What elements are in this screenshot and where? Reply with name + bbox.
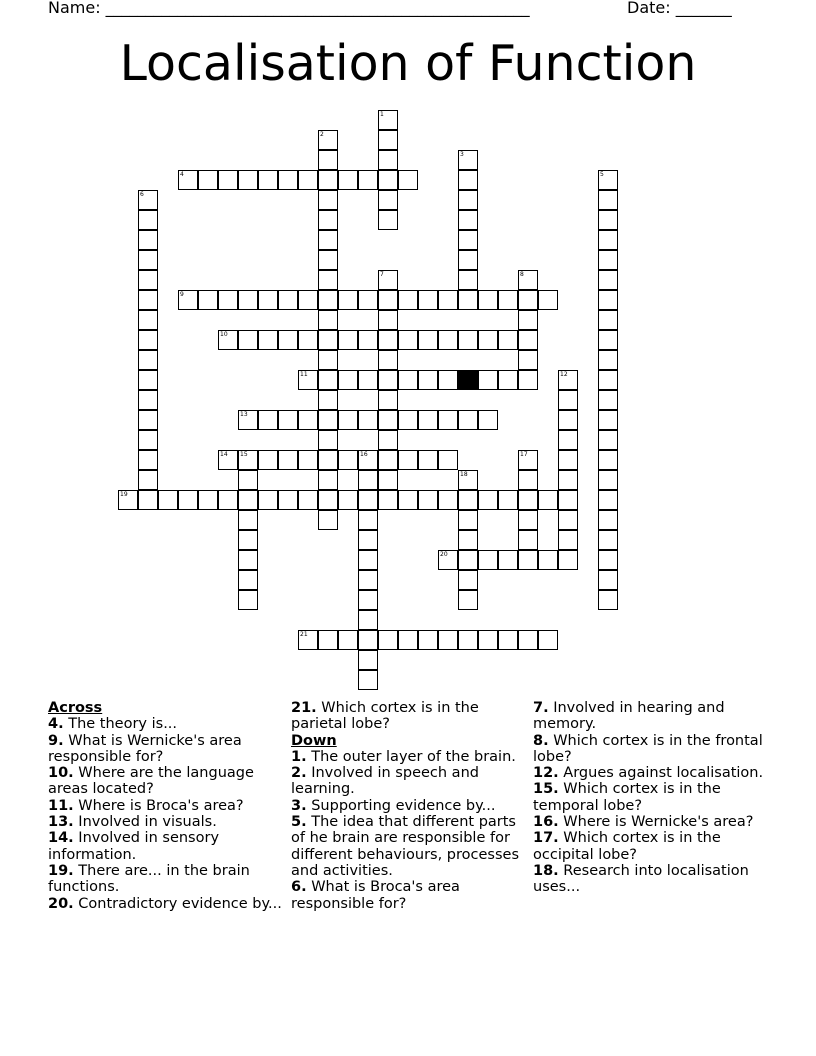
grid-cell[interactable] <box>598 370 618 390</box>
grid-cell[interactable] <box>318 330 338 350</box>
grid-cell[interactable] <box>418 630 438 650</box>
grid-cell[interactable] <box>138 310 158 330</box>
grid-cell[interactable] <box>438 550 458 570</box>
grid-cell[interactable] <box>378 110 398 130</box>
name-field-label: Name: _____________________________________________________ <box>48 0 530 17</box>
down-heading: Down <box>291 732 337 749</box>
grid-cell[interactable] <box>438 450 458 470</box>
grid-cell[interactable] <box>438 630 458 650</box>
clue-number: 13 <box>240 411 248 418</box>
grid-cell[interactable] <box>398 170 418 190</box>
grid-cell[interactable] <box>138 470 158 490</box>
grid-cell[interactable] <box>518 290 538 310</box>
grid-cell[interactable] <box>318 430 338 450</box>
grid-cell[interactable] <box>358 490 378 510</box>
clue-down: 6. What is Broca's area responsible for? <box>291 879 460 912</box>
clue-across: 14. Involved in sensory information. <box>48 830 220 863</box>
clue-number: 8 <box>520 271 524 278</box>
grid-cell[interactable] <box>238 290 258 310</box>
grid-cell[interactable] <box>318 410 338 430</box>
grid-cell[interactable] <box>398 330 418 350</box>
grid-cell[interactable] <box>418 370 438 390</box>
grid-cell[interactable] <box>238 550 258 570</box>
clue-number: 17 <box>520 451 528 458</box>
grid-cell[interactable] <box>138 410 158 430</box>
grid-cell[interactable] <box>238 410 258 430</box>
grid-cell[interactable] <box>598 490 618 510</box>
grid-cell[interactable] <box>198 290 218 310</box>
clue-down: 12. Argues against localisation. <box>533 765 764 782</box>
clues-column-1 <box>48 700 286 912</box>
grid-cell[interactable] <box>358 650 378 670</box>
grid-cell[interactable] <box>358 290 378 310</box>
grid-cell[interactable] <box>458 170 478 190</box>
grid-cell[interactable] <box>138 210 158 230</box>
grid-cell[interactable] <box>458 250 478 270</box>
grid-cell[interactable] <box>598 190 618 210</box>
grid-cell[interactable] <box>218 330 238 350</box>
grid-cell[interactable] <box>238 450 258 470</box>
grid-cell[interactable] <box>298 410 318 430</box>
grid-cell[interactable] <box>238 570 258 590</box>
clue-number: 11 <box>300 371 308 378</box>
clue-down: 7. Involved in hearing and memory. <box>533 700 725 733</box>
grid-cell[interactable] <box>138 430 158 450</box>
grid-cell[interactable] <box>378 210 398 230</box>
grid-cell[interactable] <box>458 270 478 290</box>
grid-cell[interactable] <box>358 510 378 530</box>
grid-cell[interactable] <box>318 490 338 510</box>
grid-cell[interactable] <box>358 330 378 350</box>
clue-across: 13. Involved in visuals. <box>48 814 217 831</box>
grid-cell[interactable] <box>538 490 558 510</box>
grid-cell[interactable] <box>538 630 558 650</box>
grid-cell[interactable] <box>318 190 338 210</box>
grid-cell[interactable] <box>198 490 218 510</box>
clue-number: 18 <box>460 471 468 478</box>
grid-cell[interactable] <box>518 310 538 330</box>
grid-cell[interactable] <box>358 630 378 650</box>
grid-cell[interactable] <box>498 550 518 570</box>
grid-cell[interactable] <box>378 350 398 370</box>
grid-cell[interactable] <box>378 410 398 430</box>
grid-cell[interactable] <box>558 490 578 510</box>
grid-cell[interactable] <box>478 290 498 310</box>
grid-cell[interactable] <box>258 170 278 190</box>
grid-cell[interactable] <box>238 510 258 530</box>
grid-cell[interactable] <box>558 410 578 430</box>
grid-cell[interactable] <box>518 630 538 650</box>
grid-cell[interactable] <box>358 610 378 630</box>
grid-cell[interactable] <box>138 270 158 290</box>
grid-cell[interactable] <box>258 490 278 510</box>
grid-cell[interactable] <box>598 590 618 610</box>
grid-cell[interactable] <box>138 450 158 470</box>
grid-cell[interactable] <box>298 330 318 350</box>
clue-down: 8. Which cortex is in the frontal lobe? <box>533 732 763 765</box>
grid-cell[interactable] <box>598 390 618 410</box>
grid-cell[interactable] <box>438 370 458 390</box>
clue-down: 16. Where is Wernicke's area? <box>533 814 754 831</box>
grid-cell[interactable] <box>598 510 618 530</box>
clue-number: 1 <box>380 111 384 118</box>
grid-cell[interactable] <box>358 590 378 610</box>
clue-number: 19 <box>120 491 128 498</box>
grid-cell[interactable] <box>458 490 478 510</box>
grid-cell[interactable] <box>338 290 358 310</box>
grid-cell[interactable] <box>338 490 358 510</box>
date-field-label: Date: _______ <box>627 0 732 17</box>
clue-number: 21 <box>300 631 308 638</box>
grid-cell[interactable] <box>538 290 558 310</box>
grid-cell[interactable] <box>418 290 438 310</box>
grid-cell[interactable] <box>498 370 518 390</box>
grid-cell[interactable] <box>338 330 358 350</box>
grid-cell[interactable] <box>458 290 478 310</box>
grid-cell[interactable] <box>318 150 338 170</box>
grid-cell[interactable] <box>458 550 478 570</box>
clue-across: 21. Which cortex is in the parietal lobe? <box>291 700 479 733</box>
grid-cell[interactable] <box>378 450 398 470</box>
grid-cell[interactable] <box>518 350 538 370</box>
grid-cell[interactable] <box>398 410 418 430</box>
grid-cell[interactable] <box>378 270 398 290</box>
grid-cell[interactable] <box>398 630 418 650</box>
grid-cell[interactable] <box>318 630 338 650</box>
grid-cell[interactable] <box>478 370 498 390</box>
grid-cell[interactable] <box>458 210 478 230</box>
grid-cell[interactable] <box>318 170 338 190</box>
grid-cell[interactable] <box>138 330 158 350</box>
clue-number: 7 <box>380 271 384 278</box>
grid-cell[interactable] <box>418 490 438 510</box>
grid-cell[interactable] <box>178 170 198 190</box>
grid-cell[interactable] <box>518 510 538 530</box>
grid-cell[interactable] <box>598 350 618 370</box>
grid-cell[interactable] <box>518 550 538 570</box>
grid-cell[interactable] <box>378 130 398 150</box>
grid-cell[interactable] <box>478 410 498 430</box>
grid-cell[interactable] <box>538 550 558 570</box>
grid-cell[interactable] <box>458 230 478 250</box>
grid-cell[interactable] <box>598 270 618 290</box>
grid-cell[interactable] <box>138 390 158 410</box>
grid-cell[interactable] <box>378 310 398 330</box>
grid-cell[interactable] <box>458 330 478 350</box>
grid-cell[interactable] <box>458 470 478 490</box>
grid-cell[interactable] <box>358 470 378 490</box>
grid-cell[interactable] <box>358 570 378 590</box>
grid-cell[interactable] <box>558 550 578 570</box>
grid-cell[interactable] <box>318 130 338 150</box>
clue-down: 2. Involved in speech and learning. <box>291 765 479 798</box>
grid-cell[interactable] <box>138 290 158 310</box>
grid-cell[interactable] <box>278 410 298 430</box>
grid-cell[interactable] <box>218 170 238 190</box>
grid-cell[interactable] <box>598 430 618 450</box>
clues-column-3 <box>533 700 771 896</box>
grid-cell[interactable] <box>378 390 398 410</box>
grid-cell[interactable] <box>378 490 398 510</box>
grid-cell[interactable] <box>298 370 318 390</box>
grid-cell[interactable] <box>338 630 358 650</box>
clue-across: 9. What is Wernicke's area responsible for? <box>48 732 242 765</box>
grid-cell[interactable] <box>458 190 478 210</box>
grid-cell[interactable] <box>258 450 278 470</box>
grid-cell[interactable] <box>378 470 398 490</box>
grid-cell[interactable] <box>358 170 378 190</box>
grid-cell[interactable] <box>178 490 198 510</box>
grid-cell[interactable] <box>378 430 398 450</box>
grid-cell[interactable] <box>318 250 338 270</box>
clues-column-2 <box>291 700 529 912</box>
grid-cell[interactable] <box>378 290 398 310</box>
grid-cell[interactable] <box>498 630 518 650</box>
clue-across: 20. Contradictory evidence by... <box>48 895 282 912</box>
grid-cell[interactable] <box>318 450 338 470</box>
grid-cell[interactable] <box>478 490 498 510</box>
grid-cell[interactable] <box>498 290 518 310</box>
grid-cell[interactable] <box>278 170 298 190</box>
grid-cell[interactable] <box>438 290 458 310</box>
grid-cell[interactable] <box>358 550 378 570</box>
grid-cell[interactable] <box>418 410 438 430</box>
grid-cell[interactable] <box>478 630 498 650</box>
clue-number: 4 <box>180 171 184 178</box>
grid-cell[interactable] <box>398 370 418 390</box>
grid-cell[interactable] <box>478 330 498 350</box>
grid-cell[interactable] <box>198 170 218 190</box>
clue-number: 9 <box>180 291 184 298</box>
grid-cell[interactable] <box>558 470 578 490</box>
grid-cell[interactable] <box>338 170 358 190</box>
grid-cell[interactable] <box>238 590 258 610</box>
grid-cell[interactable] <box>278 330 298 350</box>
grid-cell[interactable] <box>218 290 238 310</box>
grid-cell[interactable] <box>318 310 338 330</box>
clue-down: 15. Which cortex is in the temporal lobe? <box>533 781 721 814</box>
grid-cell[interactable] <box>258 330 278 350</box>
grid-cell[interactable] <box>358 370 378 390</box>
grid-cell[interactable] <box>138 230 158 250</box>
grid-cell[interactable] <box>318 470 338 490</box>
grid-cell[interactable] <box>278 290 298 310</box>
clue-number: 3 <box>460 151 464 158</box>
clue-number: 14 <box>220 451 228 458</box>
grid-cell[interactable] <box>458 630 478 650</box>
grid-cell[interactable] <box>518 330 538 350</box>
grid-cell[interactable] <box>338 410 358 430</box>
grid-cell[interactable] <box>518 490 538 510</box>
grid-cell[interactable] <box>318 210 338 230</box>
grid-cell[interactable] <box>238 470 258 490</box>
grid-cell[interactable] <box>398 490 418 510</box>
grid-cell[interactable] <box>598 170 618 190</box>
grid-cell[interactable] <box>378 190 398 210</box>
grid-cell[interactable] <box>378 170 398 190</box>
grid-cell[interactable] <box>598 450 618 470</box>
grid-cell[interactable] <box>298 630 318 650</box>
grid-cell[interactable] <box>438 330 458 350</box>
grid-cell[interactable] <box>318 230 338 250</box>
grid-cell[interactable] <box>238 490 258 510</box>
grid-cell[interactable] <box>458 590 478 610</box>
grid-cell[interactable] <box>598 570 618 590</box>
grid-cell[interactable] <box>498 330 518 350</box>
grid-cell[interactable] <box>378 330 398 350</box>
grid-cell[interactable] <box>458 530 478 550</box>
grid-cell[interactable] <box>598 530 618 550</box>
grid-cell[interactable] <box>298 170 318 190</box>
clue-number: 6 <box>140 191 144 198</box>
clue-across: 10. Where are the language areas located? <box>48 765 254 798</box>
grid-cell[interactable] <box>558 510 578 530</box>
grid-cell[interactable] <box>138 350 158 370</box>
grid-cell[interactable] <box>138 190 158 210</box>
grid-cell[interactable] <box>358 530 378 550</box>
grid-cell[interactable] <box>558 390 578 410</box>
grid-cell[interactable] <box>178 290 198 310</box>
grid-cell[interactable] <box>318 290 338 310</box>
grid-cell[interactable] <box>318 390 338 410</box>
clue-down: 17. Which cortex is in the occipital lobe? <box>533 830 721 863</box>
grid-cell[interactable] <box>378 630 398 650</box>
grid-cell[interactable] <box>138 370 158 390</box>
clue-down: 3. Supporting evidence by... <box>291 797 496 814</box>
page-title: Localisation of Function <box>119 35 697 92</box>
grid-cell[interactable] <box>358 450 378 470</box>
grid-black-cell <box>458 370 478 390</box>
grid-cell[interactable] <box>218 450 238 470</box>
grid-cell[interactable] <box>598 230 618 250</box>
grid-cell[interactable] <box>418 330 438 350</box>
grid-cell[interactable] <box>238 330 258 350</box>
grid-cell[interactable] <box>298 290 318 310</box>
grid-cell[interactable] <box>118 490 138 510</box>
grid-cell[interactable] <box>458 410 478 430</box>
grid-cell[interactable] <box>378 150 398 170</box>
grid-cell[interactable] <box>278 450 298 470</box>
grid-cell[interactable] <box>598 290 618 310</box>
grid-cell[interactable] <box>258 410 278 430</box>
grid-cell[interactable] <box>378 370 398 390</box>
grid-cell[interactable] <box>138 250 158 270</box>
grid-cell[interactable] <box>278 490 298 510</box>
grid-cell[interactable] <box>518 270 538 290</box>
grid-cell[interactable] <box>418 450 438 470</box>
grid-cell[interactable] <box>558 370 578 390</box>
grid-cell[interactable] <box>318 350 338 370</box>
clue-number: 20 <box>440 551 448 558</box>
clue-down: 5. The idea that different parts of he brain are responsible for different behaviours, processes and activities. <box>291 814 519 879</box>
grid-cell[interactable] <box>138 490 158 510</box>
grid-cell[interactable] <box>398 450 418 470</box>
grid-cell[interactable] <box>318 510 338 530</box>
across-heading: Across <box>48 700 103 716</box>
clue-number: 12 <box>560 371 568 378</box>
grid-cell[interactable] <box>258 290 278 310</box>
clue-across: 11. Where is Broca's area? <box>48 797 244 814</box>
clue-number: 5 <box>600 171 604 178</box>
grid-cell[interactable] <box>598 210 618 230</box>
grid-cell[interactable] <box>518 450 538 470</box>
clue-number: 15 <box>240 451 248 458</box>
clue-down: 1. The outer layer of the brain. <box>291 748 516 765</box>
grid-cell[interactable] <box>358 410 378 430</box>
clue-number: 2 <box>320 131 324 138</box>
grid-cell[interactable] <box>318 370 338 390</box>
grid-cell[interactable] <box>598 410 618 430</box>
grid-cell[interactable] <box>438 490 458 510</box>
grid-cell[interactable] <box>478 550 498 570</box>
clue-down: 18. Research into localisation uses... <box>533 862 749 896</box>
grid-cell[interactable] <box>458 150 478 170</box>
grid-cell[interactable] <box>238 530 258 550</box>
grid-cell[interactable] <box>458 570 478 590</box>
grid-cell[interactable] <box>598 470 618 490</box>
grid-cell[interactable] <box>558 450 578 470</box>
grid-cell[interactable] <box>518 470 538 490</box>
grid-cell[interactable] <box>518 530 538 550</box>
clue-number: 16 <box>360 451 368 458</box>
grid-cell[interactable] <box>498 490 518 510</box>
clue-across: 4. The theory is... <box>48 716 178 733</box>
grid-cell[interactable] <box>358 670 378 690</box>
grid-cell[interactable] <box>598 310 618 330</box>
grid-cell[interactable] <box>298 490 318 510</box>
grid-cell[interactable] <box>518 370 538 390</box>
grid-cell[interactable] <box>558 430 578 450</box>
grid-cell[interactable] <box>598 250 618 270</box>
grid-cell[interactable] <box>398 290 418 310</box>
grid-cell[interactable] <box>438 410 458 430</box>
grid-cell[interactable] <box>458 510 478 530</box>
grid-cell[interactable] <box>598 330 618 350</box>
grid-cell[interactable] <box>298 450 318 470</box>
grid-cell[interactable] <box>338 370 358 390</box>
grid-cell[interactable] <box>558 530 578 550</box>
grid-cell[interactable] <box>238 170 258 190</box>
grid-cell[interactable] <box>218 490 238 510</box>
grid-cell[interactable] <box>598 550 618 570</box>
clue-number: 10 <box>220 331 228 338</box>
clue-across: 19. There are... in the brain functions. <box>48 862 250 896</box>
grid-cell[interactable] <box>158 490 178 510</box>
grid-cell[interactable] <box>318 270 338 290</box>
grid-cell[interactable] <box>338 450 358 470</box>
